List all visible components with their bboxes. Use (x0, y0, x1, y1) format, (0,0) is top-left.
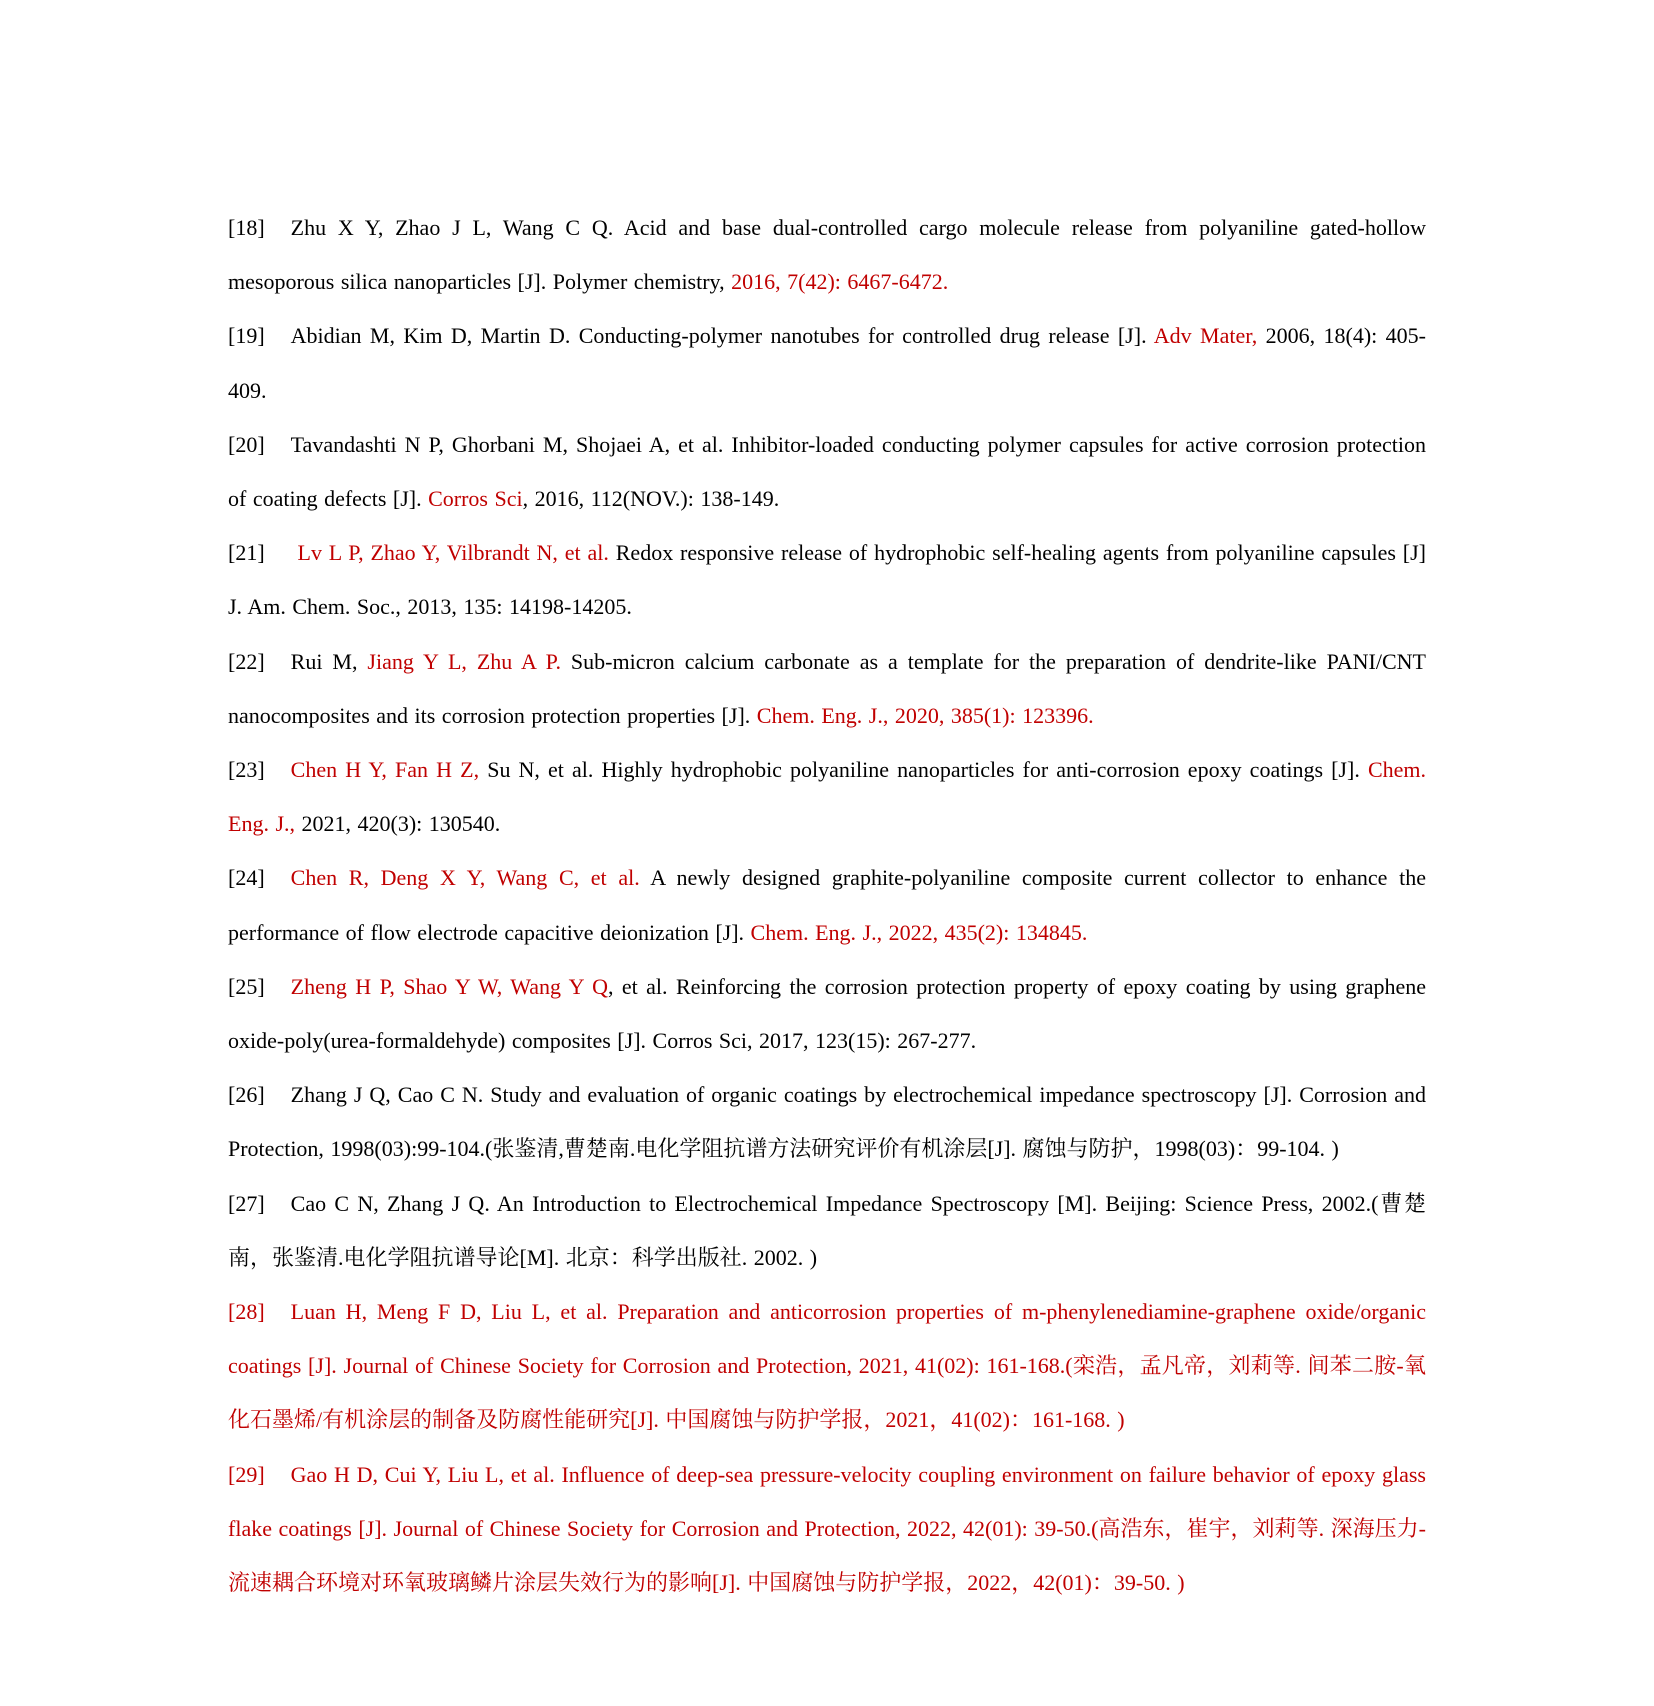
reference-text-segment: Luan H, Meng F D, Liu L, et al. Preparation and anticorrosion properties of m-phenylenediamine-graphene oxide/organic coatings [J]. Journal of Chinese Society for Corrosion and Protection, 2021, 41(02): 161-168.(栾浩，孟凡帝，刘莉等. 间苯二胺-氧化石墨烯/有机涂层的制备及防腐性能研究[J]. 中国腐蚀与防护学报，2021，41(02)：161-168. ) (228, 1299, 1433, 1433)
reference-text-segment: Zhu X Y, Zhao J L, Wang C Q. Acid and base dual-controlled cargo molecule release from polyaniline gated-hollow mesoporous silica nanoparticles [J]. Polymer chemistry, (228, 215, 1433, 295)
reference-entry-19 (228, 309, 1426, 417)
reference-text-segment: Lv L P, Zhao Y, Vilbrandt N, et al. (290, 540, 609, 566)
reference-text-segment: Cao C N, Zhang J Q. An Introduction to Electrochemical Impedance Spectroscopy [M]. Beijing: Science Press, 2002.(曹楚南，张鉴清.电化学阻抗谱导论[M]. 北京：科学出版社. 2002. ) (228, 1190, 1426, 1270)
reference-text-segment: 2006, 18(4): 405-409. (228, 323, 1426, 403)
reference-text-segment: Rui M, (290, 648, 368, 674)
reference-entry-20 (228, 418, 1433, 526)
references-list (228, 201, 1433, 1610)
reference-number: [23] (228, 757, 265, 783)
reference-number: [25] (228, 973, 265, 999)
reference-number: [28] (228, 1299, 265, 1325)
reference-text-segment: Chen H Y, Fan H Z, (290, 757, 480, 783)
reference-text-segment: Chem. Eng. J., 2020, 385(1): 123396. (756, 702, 1094, 728)
reference-entry-27 (228, 1177, 1426, 1285)
reference-text-segment: Gao H D, Cui Y, Liu L, et al. Influence of deep-sea pressure-velocity coupling environment on failure behavior of epoxy glass flake coatings [J]. Journal of Chinese Society for Corrosion and Protection, 2022, 42(01): 39-50.(高浩东，崔宇，刘莉等. 深海压力-流速耦合环境对环氧玻璃鳞片涂层失效行为的影响[J]. 中国腐蚀与防护学报，2022，42(01)：39-50. ) (228, 1461, 1433, 1596)
reference-number: [27] (228, 1190, 265, 1216)
reference-text-segment: , et al. Reinforcing the corrosion protection property of epoxy coating by using graphene oxide-poly(urea-formaldehyde) composites [J]. Corros Sci, 2017, 123(15): 267-277. (228, 973, 1433, 1054)
reference-text-segment: Chem. Eng. J., 2022, 435(2): 134845. (750, 919, 1088, 945)
reference-number: [24] (228, 865, 265, 891)
reference-text-segment: Redox responsive release of hydrophobic self-healing agents from polyaniline capsules [J] J. Am. Chem. Soc., 2013, 135: 14198-14205. (228, 540, 1433, 620)
reference-text-segment: Sub-micron calcium carbonate as a template for the preparation of dendrite-like PANI/CNT nanocomposites and its corrosion protection properties [J]. (228, 648, 1433, 728)
reference-entry-26 (228, 1068, 1433, 1176)
reference-entry-21 (228, 526, 1433, 634)
reference-entry-23 (228, 743, 1433, 851)
reference-entry-25 (228, 960, 1433, 1068)
reference-text-segment: , 2016, 112(NOV.): 138-149. (522, 486, 780, 512)
reference-text-segment: Adv Mater, (1153, 323, 1258, 349)
reference-number: [29] (228, 1461, 265, 1487)
reference-text-segment: 2016, 7(42): 6467-6472. (731, 269, 949, 295)
reference-number: [20] (228, 431, 265, 457)
reference-number: [22] (228, 648, 265, 674)
reference-entry-22 (228, 635, 1433, 743)
reference-entry-29 (228, 1448, 1433, 1611)
reference-number: [26] (228, 1082, 265, 1108)
reference-text-segment: Tavandashti N P, Ghorbani M, Shojaei A, et al. Inhibitor-loaded conducting polymer capsules for active corrosion protection of coating defects [J]. (228, 431, 1433, 512)
reference-text-segment: Abidian M, Kim D, Martin D. Conducting-polymer nanotubes for controlled drug release [J]. (290, 323, 1154, 349)
reference-text-segment: Zhang J Q, Cao C N. Study and evaluation of organic coatings by electrochemical impedance spectroscopy [J]. Corrosion and Protection, 1998(03):99-104.(张鉴清,曹楚南.电化学阻抗谱方法研究评价有机涂层[J]. 腐蚀与防护，1998(03)：99-104. ) (228, 1082, 1433, 1162)
reference-number: [21] (228, 540, 265, 566)
reference-number: [18] (228, 215, 265, 240)
reference-entry-24 (228, 851, 1433, 959)
reference-entry-18 (228, 201, 1433, 309)
reference-text-segment: Jiang Y L, Zhu A P. (367, 648, 561, 674)
reference-text-segment: Chen R, Deng X Y, Wang C, et al. (290, 865, 640, 891)
reference-entry-28 (228, 1285, 1433, 1448)
reference-text-segment: Chem. Eng. J., (228, 757, 1433, 837)
reference-text-segment: Su N, et al. Highly hydrophobic polyaniline nanoparticles for anti-corrosion epoxy coatings [J]. (479, 757, 1368, 783)
reference-text-segment: A newly designed graphite-polyaniline composite current collector to enhance the performance of flow electrode capacitive deionization [J]. (228, 865, 1433, 945)
reference-text-segment: Zheng H P, Shao Y W, Wang Y Q (290, 973, 608, 999)
reference-text-segment: Corros Sci (428, 486, 523, 512)
reference-text-segment: 2021, 420(3): 130540. (295, 811, 501, 837)
reference-number: [19] (228, 323, 265, 349)
